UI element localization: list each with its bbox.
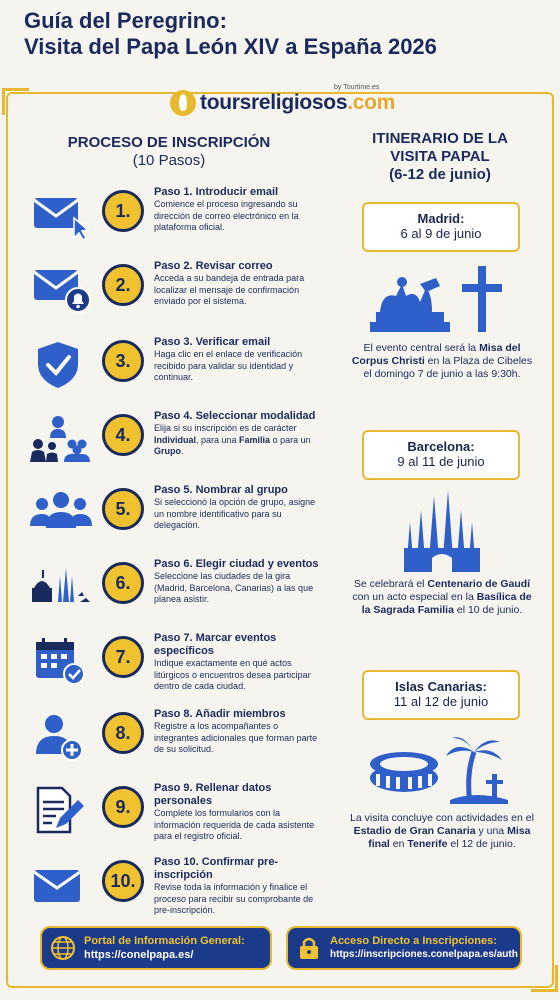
step-text: Si seleccionó la opción de grupo, asigne un nombre identificativo para su delegación. — [154, 497, 316, 530]
barcelona-desc-part: el 10 de junio. — [453, 604, 523, 616]
people-family-icon — [30, 414, 92, 464]
option-familia: Familia — [239, 434, 271, 445]
step-text: Revise toda la información y finalice el proceso para recibir su comprobante de pre-inscripción. — [154, 882, 314, 915]
barcelona-highlight: Centenario de Gaudí — [427, 578, 531, 590]
step-text: Indique exactamente en qué actos litúrgicos o encuentros desea participar dentro de cada ciudad. — [154, 658, 311, 691]
step-number: 1. — [102, 190, 144, 232]
step-title: Paso 5. Nombrar al grupo — [154, 484, 288, 496]
footer-label: Portal de Información General: — [84, 935, 245, 947]
email-icon — [30, 860, 92, 910]
landmarks-icon — [30, 562, 92, 612]
barcelona-desc-part: Se celebrará el — [353, 578, 428, 590]
step-title: Paso 1. Introducir email — [154, 186, 279, 198]
globe-icon — [50, 935, 76, 961]
city-dates: 11 al 12 de junio — [393, 694, 489, 709]
step-10 — [30, 856, 320, 922]
logo-brand — [200, 91, 395, 115]
logo-byline: by Tourtime.es — [334, 84, 380, 91]
add-user-icon — [30, 712, 92, 762]
page-title — [24, 8, 536, 60]
madrid-desc-part: en la Plaza de Cibeles el domingo 7 de junio a las 9:30h. — [363, 355, 533, 380]
canarias-highlight: Tenerife — [407, 838, 448, 850]
step-title: Paso 8. Añadir miembros — [154, 708, 286, 720]
step-number: 10. — [102, 860, 144, 902]
group-icon — [30, 488, 92, 538]
step-7 — [30, 632, 320, 698]
logo-brand-name: toursreligiosos — [200, 91, 348, 114]
city-name: Islas Canarias: — [395, 679, 487, 694]
canarias-desc-part: en — [389, 838, 408, 850]
general-info-portal-link[interactable] — [40, 926, 272, 970]
registration-heading — [24, 134, 314, 170]
registration-heading-title: PROCESO DE INSCRIPCIÓN — [67, 134, 271, 151]
step-text-part: . — [181, 446, 184, 456]
option-individual: Individual — [154, 434, 197, 445]
step-number: 7. — [102, 636, 144, 678]
step-title: Paso 2. Revisar correo — [154, 260, 273, 272]
step-3 — [30, 336, 320, 402]
step-title: Paso 4. Seleccionar modalidad — [154, 410, 316, 422]
barcelona-highlight: Basílica de la Sagrada Familia — [361, 591, 532, 616]
step-title: Paso 9. Rellenar datos personales — [154, 782, 272, 807]
logo-flame-icon — [170, 90, 196, 116]
canarias-description — [350, 812, 534, 851]
step-number: 6. — [102, 562, 144, 604]
city-dates: 9 al 11 de junio — [397, 454, 485, 469]
footer-label: Acceso Directo a Inscripciones: — [330, 935, 497, 947]
step-text: Comience el proceso ingresando su dirección de correo electrónico en la plataforma oficial. — [154, 199, 299, 232]
step-title: Paso 10. Confirmar pre-inscripción — [154, 856, 279, 881]
step-number: 3. — [102, 340, 144, 382]
step-8 — [30, 708, 320, 774]
title-line-1: Guía del Peregrino: — [24, 8, 227, 33]
step-1 — [30, 186, 320, 252]
step-title: Paso 3. Verificar email — [154, 336, 271, 348]
madrid-highlight: Misa del Corpus Christi — [351, 342, 521, 367]
form-pencil-icon — [30, 786, 92, 836]
step-text — [154, 423, 324, 458]
sagrada-familia-icon — [402, 488, 482, 572]
step-5 — [30, 484, 320, 550]
step-text: Acceda a su bandeja de entrada para localizar el mensaje de confirmación enviado por el sistema. — [154, 273, 305, 306]
registration-access-link[interactable] — [286, 926, 522, 970]
step-number: 5. — [102, 488, 144, 530]
step-9 — [30, 782, 320, 848]
logo — [170, 86, 395, 120]
canarias-desc-part: el 12 de junio. — [447, 838, 516, 850]
step-text-part: Elija si su inscripción es de carácter — [154, 423, 297, 433]
lock-icon — [296, 935, 322, 961]
barcelona-description — [350, 578, 534, 617]
step-4 — [30, 410, 320, 476]
madrid-description — [350, 342, 534, 381]
itinerary-heading-line-1: ITINERARIO DE LA — [372, 130, 508, 147]
step-number: 4. — [102, 414, 144, 456]
canarias-desc-part: La visita concluye con actividades en el — [350, 812, 534, 824]
email-cursor-icon — [30, 190, 92, 240]
option-grupo: Grupo — [154, 446, 181, 456]
shield-check-icon — [30, 340, 92, 390]
barcelona-desc-part: con un acto especial en la — [352, 591, 477, 603]
step-text-part: , para una — [196, 434, 240, 445]
step-6 — [30, 558, 320, 624]
madrid-desc-part: El evento central será la — [363, 342, 480, 354]
itinerary-dates: (6-12 de junio) — [389, 166, 491, 183]
canarias-highlight: Misa final — [368, 825, 531, 850]
step-text-part: o para un — [270, 434, 311, 445]
footer-url[interactable]: https://conelpapa.es/ — [84, 949, 194, 961]
cibeles-cross-icon — [366, 262, 516, 336]
step-2 — [30, 260, 320, 326]
step-text: Registre a los acompañantes o integrantes adicionales que forman parte de su solicitud. — [154, 721, 318, 754]
step-title: Paso 7. Marcar eventos específicos — [154, 632, 277, 657]
stadium-palm-icon — [366, 734, 516, 804]
itinerary-heading — [340, 130, 540, 184]
step-number: 8. — [102, 712, 144, 754]
canarias-desc-part: y una — [475, 825, 508, 837]
canarias-highlight: Estadio de Gran Canaria — [353, 825, 476, 837]
city-dates: 6 al 9 de junio — [400, 226, 482, 241]
step-number: 9. — [102, 786, 144, 828]
email-bell-icon — [30, 264, 92, 314]
city-name: Barcelona: — [407, 439, 475, 454]
step-text: Seleccione las ciudades de la gira (Madrid, Barcelona, Canarias) a las que planea asistir. — [154, 571, 314, 604]
barcelona-card — [362, 430, 520, 480]
itinerary-heading-line-2: VISITA PAPAL — [390, 148, 490, 165]
step-title: Paso 6. Elegir ciudad y eventos — [154, 558, 319, 570]
calendar-check-icon — [30, 636, 92, 686]
step-number: 2. — [102, 264, 144, 306]
step-text: Complete los formularios con la información requerida de cada asistente para el registro oficial. — [154, 808, 315, 841]
title-line-2: Visita del Papa León XIV a España 2026 — [24, 34, 437, 59]
logo-tld: .com — [347, 91, 396, 114]
city-name: Madrid: — [417, 211, 465, 226]
madrid-card — [362, 202, 520, 252]
step-text: Haga clic en el enlace de verificación recibido para validar su identidad y continuar. — [154, 349, 303, 382]
canarias-card — [362, 670, 520, 720]
footer-url[interactable]: https://inscripciones.conelpapa.es/auth — [330, 949, 518, 960]
registration-heading-sub: (10 Pasos) — [132, 152, 206, 169]
